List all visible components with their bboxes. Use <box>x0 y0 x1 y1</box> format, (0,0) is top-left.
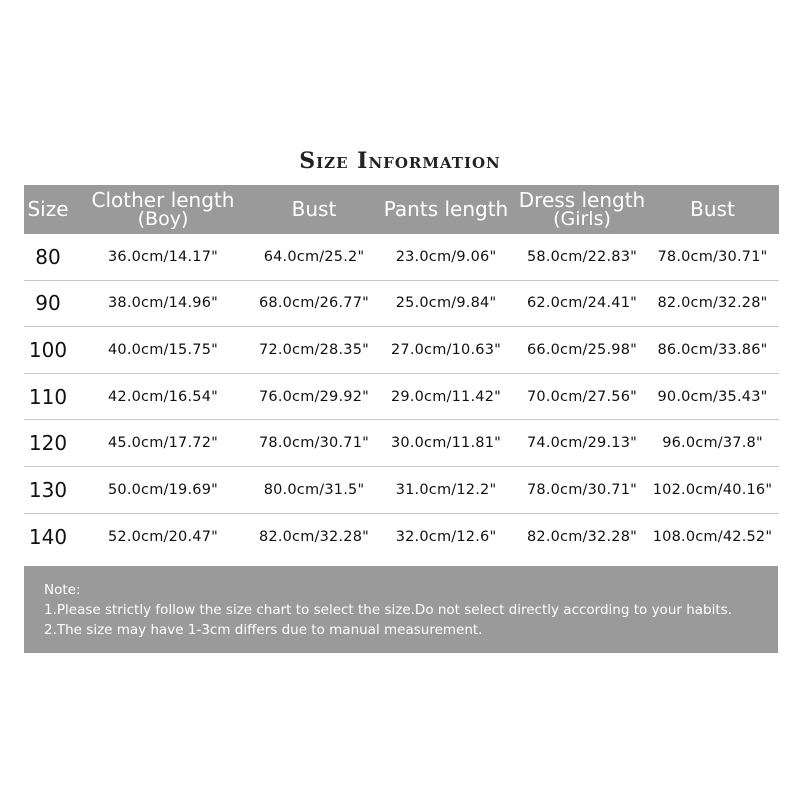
bust-girls-cell: 108.0cm/42.52" <box>652 528 773 545</box>
dress-length-cell: 82.0cm/32.28" <box>526 528 638 545</box>
clother-length-cell: 36.0cm/14.17" <box>107 248 219 265</box>
size-cell: 110 <box>28 384 68 409</box>
bust-girls-cell: 90.0cm/35.43" <box>657 388 768 405</box>
header-bust-boy <box>254 197 374 221</box>
header-label: Pants length <box>383 197 509 221</box>
bust-girls-cell: 86.0cm/33.86" <box>657 341 768 358</box>
pants-length-cell: 23.0cm/9.06" <box>395 248 497 265</box>
clother-length-cell: 42.0cm/16.54" <box>107 388 219 405</box>
clother-length-cell: 38.0cm/14.96" <box>107 295 219 312</box>
header-label: Dress length <box>518 187 646 212</box>
bust-boy-cell: 64.0cm/25.2" <box>263 248 365 265</box>
bust-boy-cell: 68.0cm/26.77" <box>258 295 370 312</box>
header-sublabel: (Girls) <box>553 207 611 230</box>
header-pants-length <box>374 197 518 221</box>
table-row <box>24 514 779 561</box>
note-heading: Note: <box>44 582 81 598</box>
dress-length-cell: 66.0cm/25.98" <box>526 341 638 358</box>
page-title: Size Information <box>299 148 501 174</box>
bust-girls-cell: 96.0cm/37.8" <box>662 435 763 452</box>
bust-girls-cell: 78.0cm/30.71" <box>657 248 768 265</box>
table-row <box>24 234 779 281</box>
note-line: 2.The size may have 1-3cm differs due to manual measurement. <box>44 622 483 638</box>
pants-length-cell: 31.0cm/12.2" <box>395 481 497 498</box>
size-cell: 90 <box>35 291 61 316</box>
bust-boy-cell: 80.0cm/31.5" <box>263 481 365 498</box>
header-clother-length <box>72 187 254 230</box>
size-cell: 140 <box>28 524 68 549</box>
dress-length-cell: 58.0cm/22.83" <box>526 248 638 265</box>
header-bust-girls <box>646 197 779 221</box>
table-header <box>24 185 779 234</box>
header-label: Size <box>27 197 69 221</box>
dress-length-cell: 74.0cm/29.13" <box>526 435 638 452</box>
size-cell: 100 <box>28 337 68 362</box>
size-table <box>24 185 779 560</box>
clother-length-cell: 50.0cm/19.69" <box>107 481 219 498</box>
size-cell: 130 <box>28 477 68 502</box>
header-size <box>24 197 72 221</box>
size-cell: 80 <box>35 244 61 269</box>
table-row <box>24 327 779 374</box>
table-row <box>24 374 779 421</box>
pants-length-cell: 32.0cm/12.6" <box>395 528 497 545</box>
dress-length-cell: 62.0cm/24.41" <box>526 295 638 312</box>
header-label: Clother length <box>91 187 235 212</box>
pants-length-cell: 30.0cm/11.81" <box>390 435 502 452</box>
header-dress-length <box>518 187 646 230</box>
note-box <box>24 566 778 653</box>
table-row <box>24 467 779 514</box>
size-cell: 120 <box>28 431 68 456</box>
bust-boy-cell: 72.0cm/28.35" <box>258 341 370 358</box>
table-row <box>24 420 779 467</box>
pants-length-cell: 29.0cm/11.42" <box>390 388 502 405</box>
table-row <box>24 281 779 328</box>
bust-boy-cell: 82.0cm/32.28" <box>258 528 370 545</box>
bust-boy-cell: 76.0cm/29.92" <box>258 388 370 405</box>
clother-length-cell: 52.0cm/20.47" <box>107 528 219 545</box>
bust-girls-cell: 102.0cm/40.16" <box>652 481 773 498</box>
dress-length-cell: 78.0cm/30.71" <box>526 481 638 498</box>
pants-length-cell: 25.0cm/9.84" <box>395 295 497 312</box>
header-label: Bust <box>291 197 337 221</box>
dress-length-cell: 70.0cm/27.56" <box>526 388 638 405</box>
header-sublabel: (Boy) <box>137 207 189 230</box>
table-body <box>24 234 779 560</box>
clother-length-cell: 40.0cm/15.75" <box>107 341 219 358</box>
bust-boy-cell: 78.0cm/30.71" <box>258 435 370 452</box>
header-label: Bust <box>690 197 735 221</box>
pants-length-cell: 27.0cm/10.63" <box>390 341 502 358</box>
note-line: 1.Please strictly follow the size chart to select the size.Do not select directly according to your habits. <box>44 602 732 618</box>
clother-length-cell: 45.0cm/17.72" <box>107 435 219 452</box>
bust-girls-cell: 82.0cm/32.28" <box>657 295 768 312</box>
